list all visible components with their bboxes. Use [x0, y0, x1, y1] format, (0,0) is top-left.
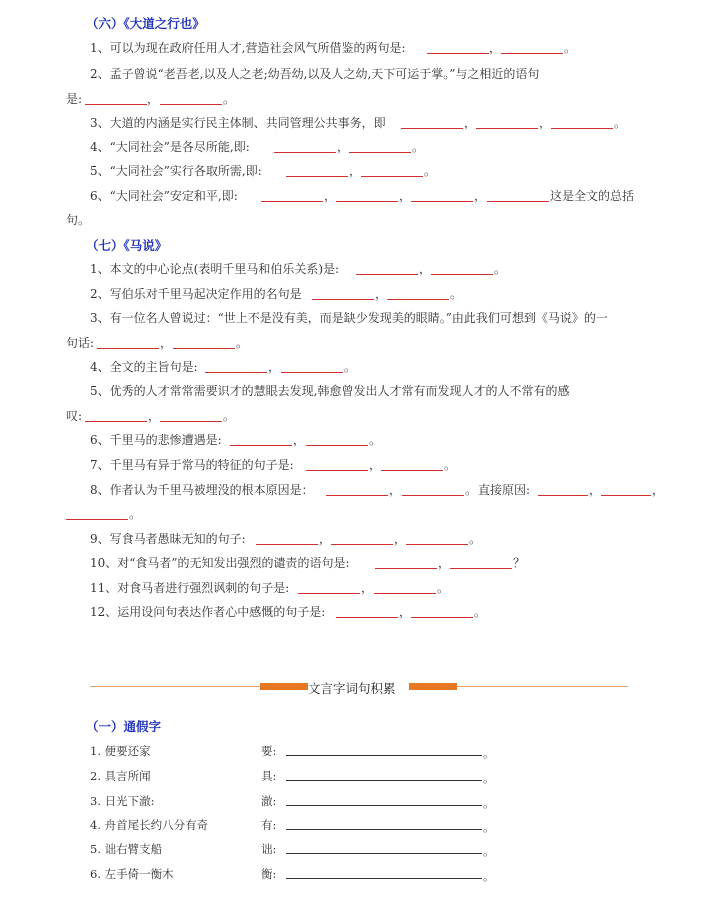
divider-title: 文言字词句积累: [308, 681, 396, 696]
answer-blank[interactable]: [387, 287, 449, 300]
question-text: 直接原因:: [478, 483, 531, 497]
punct: ，: [160, 336, 173, 350]
punct: 。: [444, 458, 457, 472]
punct: ，: [389, 483, 402, 497]
question-text: 是:: [66, 92, 83, 106]
punct: 。: [494, 262, 507, 276]
question-text: 1、本文的中心论点(表明千里马和伯乐关系)是:: [90, 262, 340, 276]
divider-line-right: [457, 686, 628, 687]
punct: 。: [483, 746, 495, 760]
answer-line[interactable]: [286, 853, 482, 854]
punct: 。: [369, 433, 382, 447]
question-text: 6、“大同社会”安定和平,即:: [90, 189, 238, 203]
question-text: 2、孟子曾说“老吾老,以及人之老;幼吾幼,以及人之幼,天下可运于掌。”与之相近的语句: [90, 67, 540, 81]
punct: ，: [589, 483, 602, 497]
answer-blank[interactable]: [356, 262, 418, 275]
answer-blank[interactable]: [551, 116, 613, 129]
punct: ，: [349, 164, 362, 178]
answer-blank[interactable]: [401, 116, 463, 129]
answer-line[interactable]: [286, 829, 482, 830]
question-text: 句。: [66, 213, 91, 227]
item-text: 5. 诎右臂支船: [90, 842, 163, 856]
answer-blank[interactable]: [336, 605, 398, 618]
answer-blank[interactable]: [85, 92, 147, 105]
answer-blank[interactable]: [406, 532, 468, 545]
question-text: 10、对“食马者”的无知发出强烈的谴责的语句是:: [90, 556, 350, 570]
punct: ，: [324, 189, 337, 203]
item-text: 2. 具言所闻: [90, 769, 151, 783]
punct: ，: [369, 458, 382, 472]
punct: 。: [236, 336, 249, 350]
answer-blank[interactable]: [326, 483, 388, 496]
punct: ，: [361, 581, 374, 595]
punct: 。: [412, 140, 425, 154]
punct: ，: [652, 483, 665, 497]
answer-blank[interactable]: [261, 189, 323, 202]
question-text: 5、“大同社会”实行各取所需,即:: [90, 164, 262, 178]
punct: ，: [148, 409, 161, 423]
question-text: 7、千里马有异于常马的特征的句子是:: [90, 458, 294, 472]
question-text: 4、全文的主旨句是:: [90, 360, 198, 374]
punct: 。: [129, 507, 142, 521]
answer-blank[interactable]: [450, 556, 512, 569]
answer-blank[interactable]: [501, 41, 563, 54]
answer-line[interactable]: [286, 805, 482, 806]
punct: ，: [464, 116, 477, 130]
punct: ，: [375, 287, 388, 301]
answer-blank[interactable]: [431, 262, 493, 275]
answer-blank[interactable]: [160, 409, 222, 422]
answer-blank[interactable]: [306, 458, 368, 471]
punct: 。: [564, 41, 577, 55]
question-text: 9、写食马者愚昧无知的句子:: [90, 532, 246, 546]
answer-blank[interactable]: [336, 189, 398, 202]
punct: 。: [465, 483, 478, 497]
answer-blank[interactable]: [205, 360, 267, 373]
punct: 。: [223, 409, 236, 423]
punct: ，: [394, 532, 407, 546]
divider-line-left: [90, 686, 260, 687]
answer-blank[interactable]: [97, 336, 159, 349]
answer-blank[interactable]: [66, 507, 128, 520]
punct: ，: [147, 92, 160, 106]
item-char: 要:: [261, 744, 277, 758]
question-text: 3、有一位名人曾说过：“世上不是没有美，而是缺少发现美的眼睛。”由此我们可想到《马说》的一: [90, 311, 608, 325]
answer-blank[interactable]: [298, 581, 360, 594]
question-text: 2、写伯乐对千里马起决定作用的名句是: [90, 287, 302, 301]
answer-blank[interactable]: [375, 556, 437, 569]
punct: 。: [424, 164, 437, 178]
question-text: 3、大道的内涵是实行民主体制、共同管理公共事务，即: [90, 116, 386, 130]
question-text: 4、“大同社会”是各尽所能,即:: [90, 140, 250, 154]
item-char: 澈:: [261, 794, 277, 808]
answer-blank[interactable]: [286, 164, 348, 177]
punct: 。: [614, 116, 627, 130]
answer-blank[interactable]: [312, 287, 374, 300]
answer-line[interactable]: [286, 755, 482, 756]
divider-bar-left: [260, 683, 308, 690]
answer-line[interactable]: [286, 878, 482, 879]
punct: ，: [399, 605, 412, 619]
punct: ，: [319, 532, 332, 546]
punct: ，: [268, 360, 281, 374]
tongjia-item: [0, 793, 719, 809]
tongjia-item: [0, 817, 719, 833]
punct: 。: [483, 844, 495, 858]
answer-blank[interactable]: [411, 605, 473, 618]
question-text: 这是全文的总括: [550, 189, 635, 203]
answer-blank[interactable]: [487, 189, 549, 202]
tongjia-item: [0, 866, 719, 882]
section-6-title: （六）《大道之行也》: [86, 16, 205, 31]
item-text: 6. 左手倚一衡木: [90, 867, 174, 881]
punct: ，: [539, 116, 552, 130]
question-text: 8、作者认为千里马被埋没的根本原因是：: [90, 483, 314, 497]
answer-blank[interactable]: [374, 581, 436, 594]
punct: ，: [489, 41, 502, 55]
answer-blank[interactable]: [230, 433, 292, 446]
tongjia-title: （一）通假字: [86, 719, 162, 734]
punct: ，: [474, 189, 487, 203]
punct: 。: [483, 796, 495, 810]
question-text: 叹:: [66, 409, 83, 423]
answer-blank[interactable]: [381, 458, 443, 471]
punct: 。: [450, 287, 463, 301]
punct: ，: [293, 433, 306, 447]
punct: ，: [337, 140, 350, 154]
punct: 。: [483, 820, 495, 834]
answer-blank[interactable]: [160, 92, 222, 105]
punct: 。: [483, 771, 495, 785]
answer-blank[interactable]: [173, 336, 235, 349]
section-7-title: （七）《马说》: [86, 238, 168, 253]
item-text: 4. 舟首尾长约八分有奇: [90, 818, 209, 832]
punct: ，: [419, 262, 432, 276]
answer-blank[interactable]: [427, 41, 489, 54]
section-divider: [90, 680, 628, 694]
question-text: 5、优秀的人才常常需要识才的慧眼去发现,韩愈曾发出人才常有而发现人才的人不常有的感: [90, 384, 570, 398]
question-text: 1、可以为现在政府任用人才,营造社会风气所借鉴的两句是:: [90, 41, 406, 55]
item-char: 诎:: [261, 842, 277, 856]
answer-blank[interactable]: [85, 409, 147, 422]
answer-blank[interactable]: [306, 433, 368, 446]
item-text: 3. 日光下澈:: [90, 794, 155, 808]
punct: ？: [513, 556, 526, 570]
answer-blank[interactable]: [274, 140, 336, 153]
answer-blank[interactable]: [361, 164, 423, 177]
item-text: 1. 便要还家: [90, 744, 151, 758]
punct: ，: [399, 189, 412, 203]
punct: 。: [474, 605, 487, 619]
tongjia-item: [0, 768, 719, 784]
punct: ，: [438, 556, 451, 570]
answer-blank[interactable]: [476, 116, 538, 129]
answer-blank[interactable]: [601, 483, 651, 496]
punct: 。: [437, 581, 450, 595]
punct: 。: [483, 869, 495, 883]
item-char: 有:: [261, 818, 277, 832]
answer-blank[interactable]: [256, 532, 318, 545]
item-char: 具:: [261, 769, 277, 783]
question-text: 12、运用设问句表达作者心中感慨的句子是:: [90, 605, 326, 619]
answer-blank[interactable]: [538, 483, 588, 496]
item-char: 衡:: [261, 867, 277, 881]
question-text: 句话:: [66, 336, 95, 350]
punct: 。: [469, 532, 482, 546]
question-text: 6、千里马的悲惨遭遇是:: [90, 433, 222, 447]
tongjia-item: [0, 743, 719, 759]
tongjia-item: [0, 841, 719, 857]
answer-blank[interactable]: [331, 532, 393, 545]
punct: 。: [344, 360, 357, 374]
question-text: 11、对食马者进行强烈讽刺的句子是:: [90, 581, 290, 595]
divider-bar-right: [409, 683, 457, 690]
answer-blank[interactable]: [402, 483, 464, 496]
answer-blank[interactable]: [349, 140, 411, 153]
answer-blank[interactable]: [411, 189, 473, 202]
punct: 。: [223, 92, 236, 106]
answer-line[interactable]: [286, 780, 482, 781]
answer-blank[interactable]: [281, 360, 343, 373]
